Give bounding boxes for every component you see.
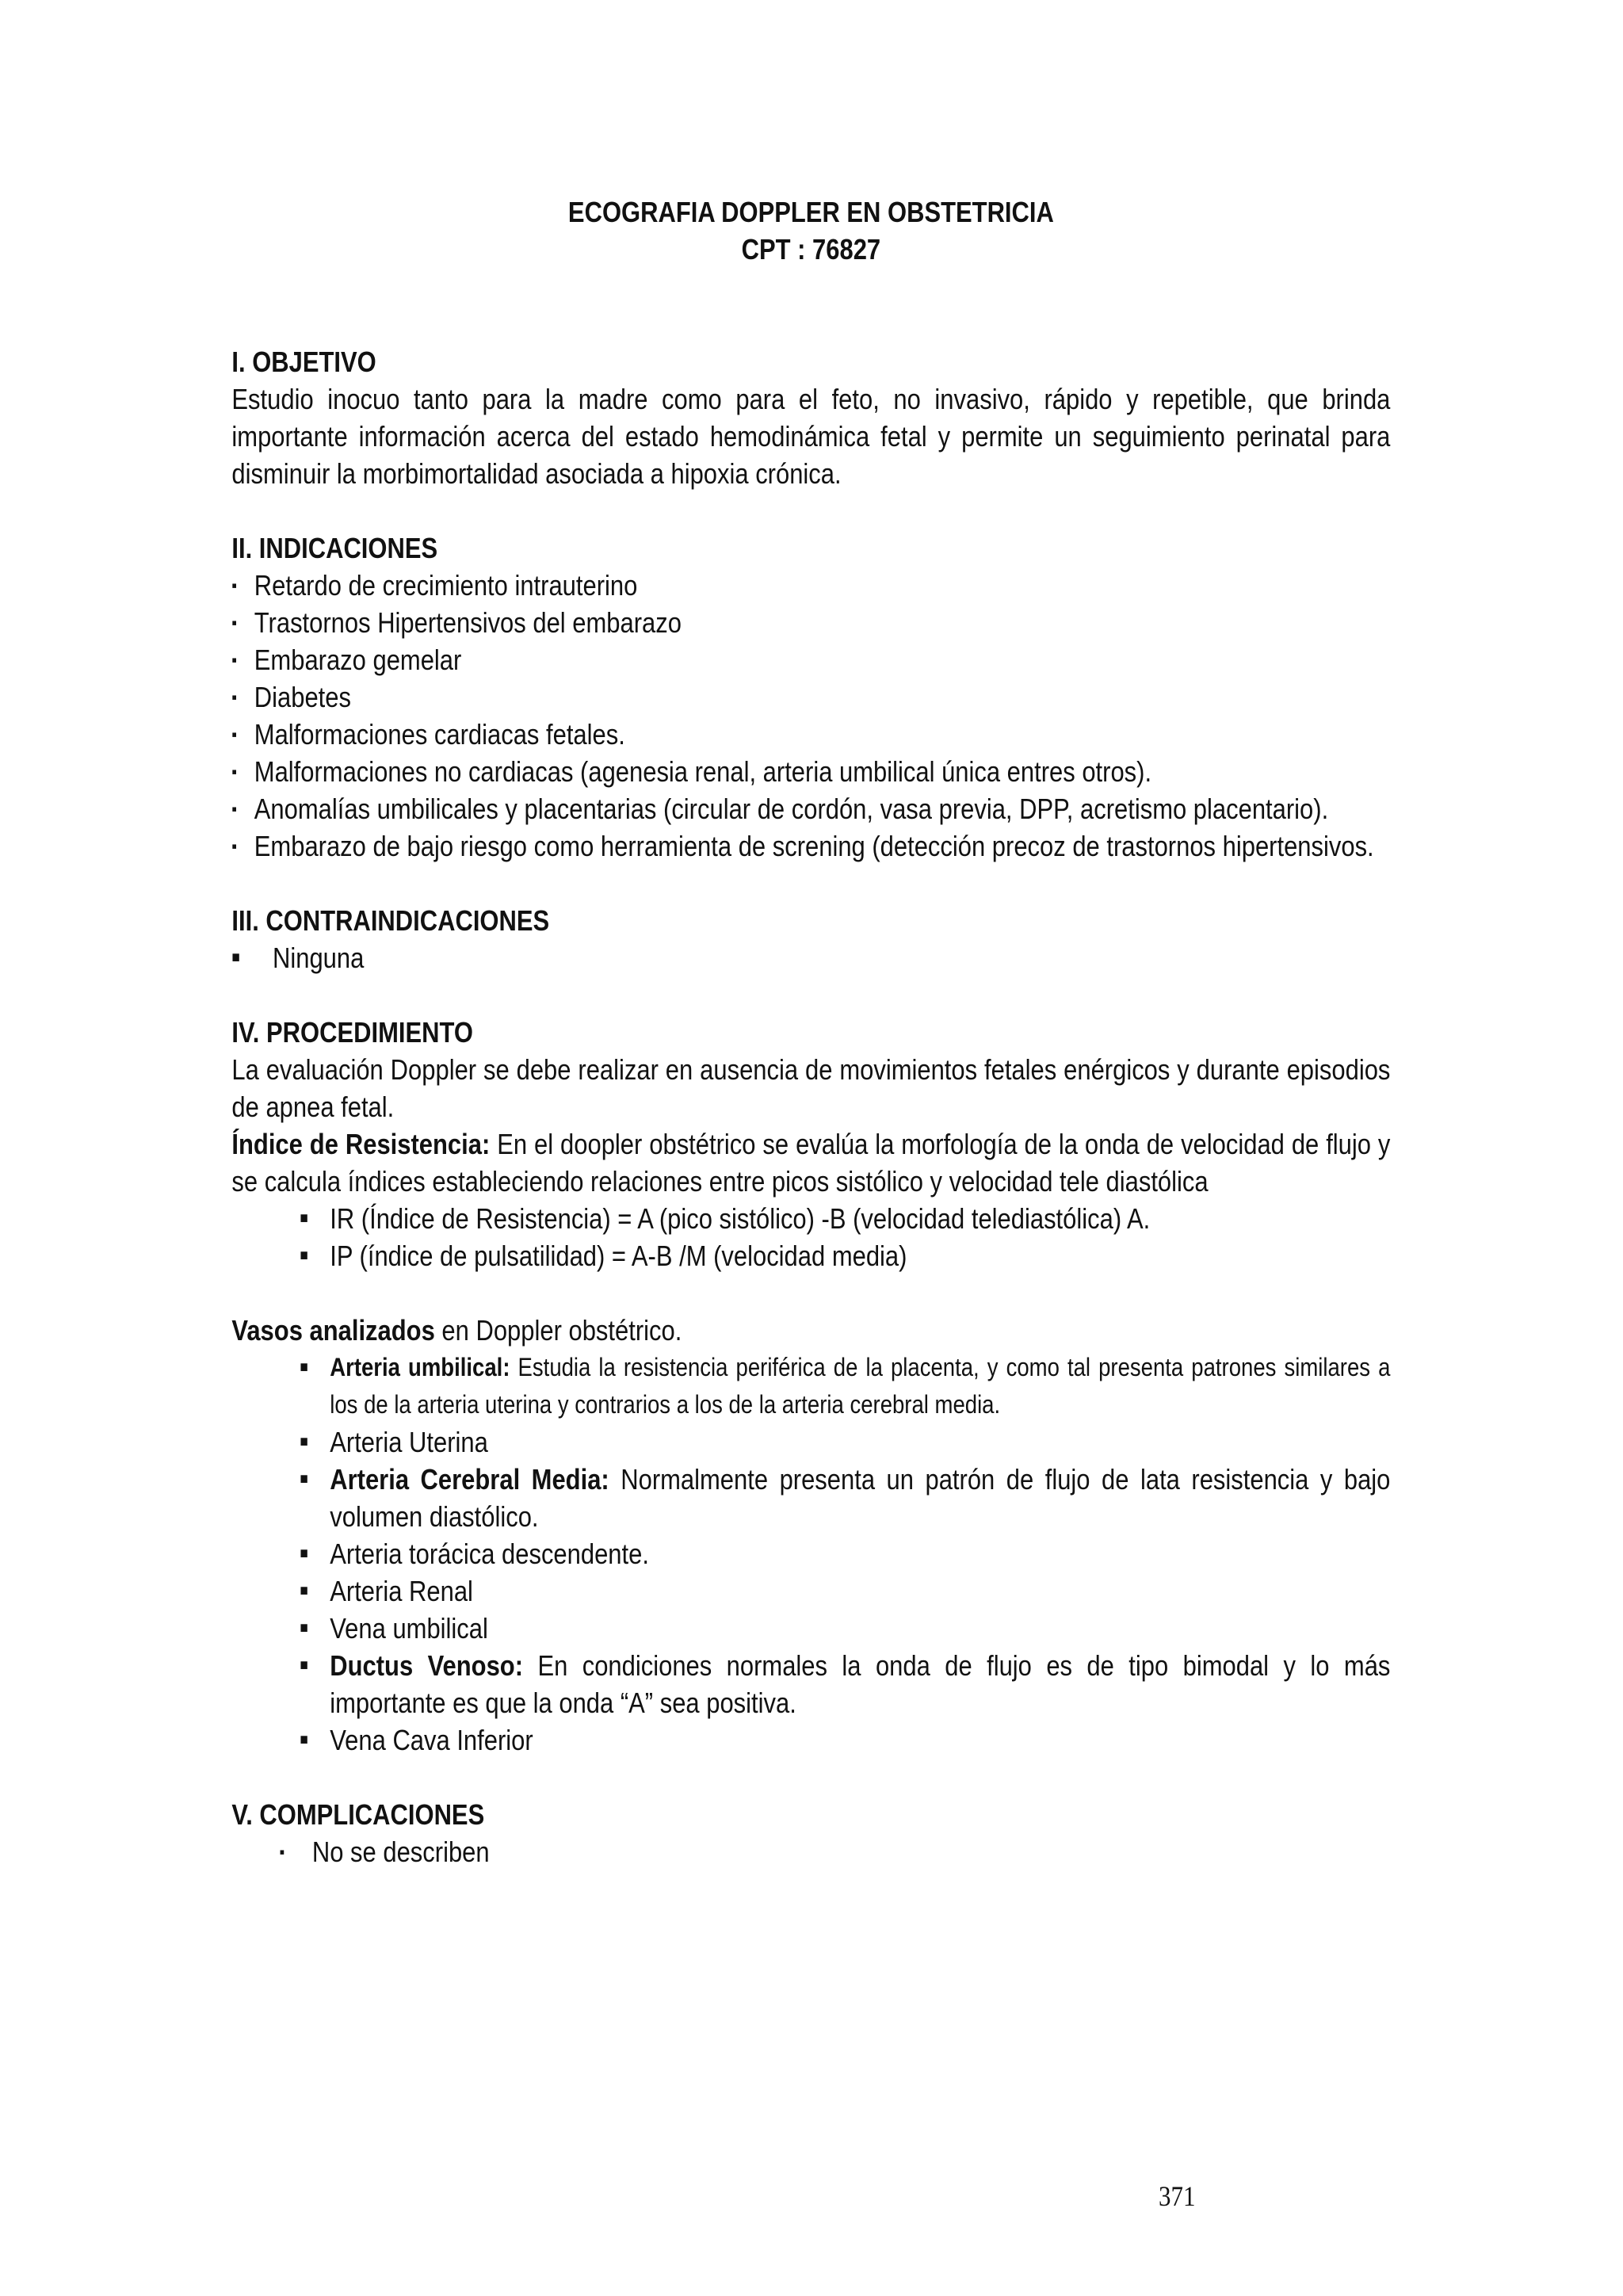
section-objetivo <box>231 343 1390 492</box>
indice-text: En el doopler obstétrico se evalúa la morfología de la onda de velocidad de flujo y se calcula índices estableciendo relaciones entre picos sistólico y velocidad tele diastólica <box>231 1128 1391 1198</box>
section-indicaciones <box>231 529 1390 865</box>
vaso-item <box>300 1423 1390 1461</box>
indice-label: Índice de Resistencia: <box>231 1128 491 1160</box>
objetivo-text: Estudio inocuo tanto para la madre como para el feto, no invasivo, rápido y repetible, que brinda importante información acerca del estado hemodinámica fetal y permite un seguimiento perinatal para disminuir la morbimortalidad asociada a hipoxia crónica. <box>231 383 1391 490</box>
formula-list <box>300 1200 1390 1274</box>
section-heading: I. OBJETIVO <box>231 346 376 378</box>
formula-item: ■ IR (Índice de Resistencia) = A (pico sistólico) -B (velocidad telediastólica) A. <box>300 1200 1390 1237</box>
list-item: ■ Ninguna <box>231 939 1390 976</box>
vaso-item <box>300 1610 1390 1647</box>
vasos-list <box>300 1349 1390 1759</box>
vaso-item <box>300 1721 1390 1759</box>
section-heading: IV. PROCEDIMIENTO <box>231 1016 473 1049</box>
page-title: ECOGRAFIA DOPPLER EN OBSTETRICIA <box>567 196 1054 228</box>
section-heading: III. CONTRAINDICACIONES <box>231 904 550 937</box>
indice-paragraph <box>231 1125 1390 1200</box>
section-heading: V. COMPLICACIONES <box>231 1798 485 1831</box>
vaso-label: Arteria Cerebral Media: <box>330 1463 609 1496</box>
section-contraindicaciones <box>231 902 1390 976</box>
vaso-text: Vena umbilical <box>330 1612 488 1645</box>
vaso-label: Arteria umbilical: <box>330 1353 510 1381</box>
list-item: ▪ Embarazo gemelar <box>231 641 1390 678</box>
vasos-text: en Doppler obstétrico. <box>434 1314 682 1347</box>
list-item: ▪ Trastornos Hipertensivos del embarazo <box>231 604 1390 641</box>
list-item: ▪ Malformaciones cardiacas fetales. <box>231 716 1390 753</box>
list-item: ▪ Retardo de crecimiento intrauterino <box>231 567 1390 604</box>
vaso-text: Vena Cava Inferior <box>330 1724 533 1756</box>
formula-item: ■ IP (índice de pulsatilidad) = A-B /M (velocidad media) <box>300 1237 1390 1274</box>
cpt-code: CPT : 76827 <box>741 233 881 266</box>
list-item: ▪ Anomalías umbilicales y placentarias (circular de cordón, vasa previa, DPP, acretismo placentario). <box>231 790 1390 827</box>
section-procedimiento <box>231 1014 1390 1759</box>
vaso-text: Estudia la resistencia periférica de la placenta, y como tal presenta patrones similares a los de la arteria uterina y contrarios a los de la arteria cerebral media. <box>330 1353 1391 1419</box>
procedimiento-intro: La evaluación Doppler se debe realizar en ausencia de movimientos fetales enérgicos y durante episodios de apnea fetal. <box>231 1053 1391 1123</box>
vaso-label: Ductus Venoso: <box>330 1649 524 1682</box>
list-item: ▪ No se describen <box>280 1833 1391 1870</box>
vaso-item <box>300 1461 1390 1535</box>
indicaciones-list <box>231 567 1390 865</box>
vasos-paragraph <box>231 1312 1390 1349</box>
vaso-text: Arteria Renal <box>330 1575 473 1607</box>
vaso-item <box>300 1647 1390 1721</box>
list-item: ▪ Diabetes <box>231 678 1390 716</box>
main-content <box>231 343 1390 1870</box>
vaso-item <box>300 1349 1390 1423</box>
page-number: 371 <box>1159 2180 1196 2212</box>
contraindicaciones-list <box>231 939 1390 976</box>
vaso-text: En condiciones normales la onda de flujo es de tipo bimodal y lo más importante es que la onda “A” sea positiva. <box>330 1649 1391 1719</box>
vaso-text: Normalmente presenta un patrón de flujo de lata resistencia y bajo volumen diastólico. <box>330 1463 1391 1533</box>
vaso-item <box>300 1572 1390 1610</box>
section-complicaciones <box>231 1796 1390 1870</box>
vaso-text: Arteria torácica descendente. <box>330 1538 649 1570</box>
list-item: ▪ Malformaciones no cardiacas (agenesia renal, arteria umbilical única entres otros). <box>231 753 1390 790</box>
vasos-label: Vasos analizados <box>231 1314 435 1347</box>
section-heading: II. INDICACIONES <box>231 532 438 564</box>
vaso-text: Arteria Uterina <box>330 1426 488 1458</box>
complicaciones-list <box>280 1833 1391 1870</box>
vaso-item <box>300 1535 1390 1572</box>
list-item: ▪ Embarazo de bajo riesgo como herramienta de screning (detección precoz de trastornos hipertensivos. <box>231 827 1390 865</box>
